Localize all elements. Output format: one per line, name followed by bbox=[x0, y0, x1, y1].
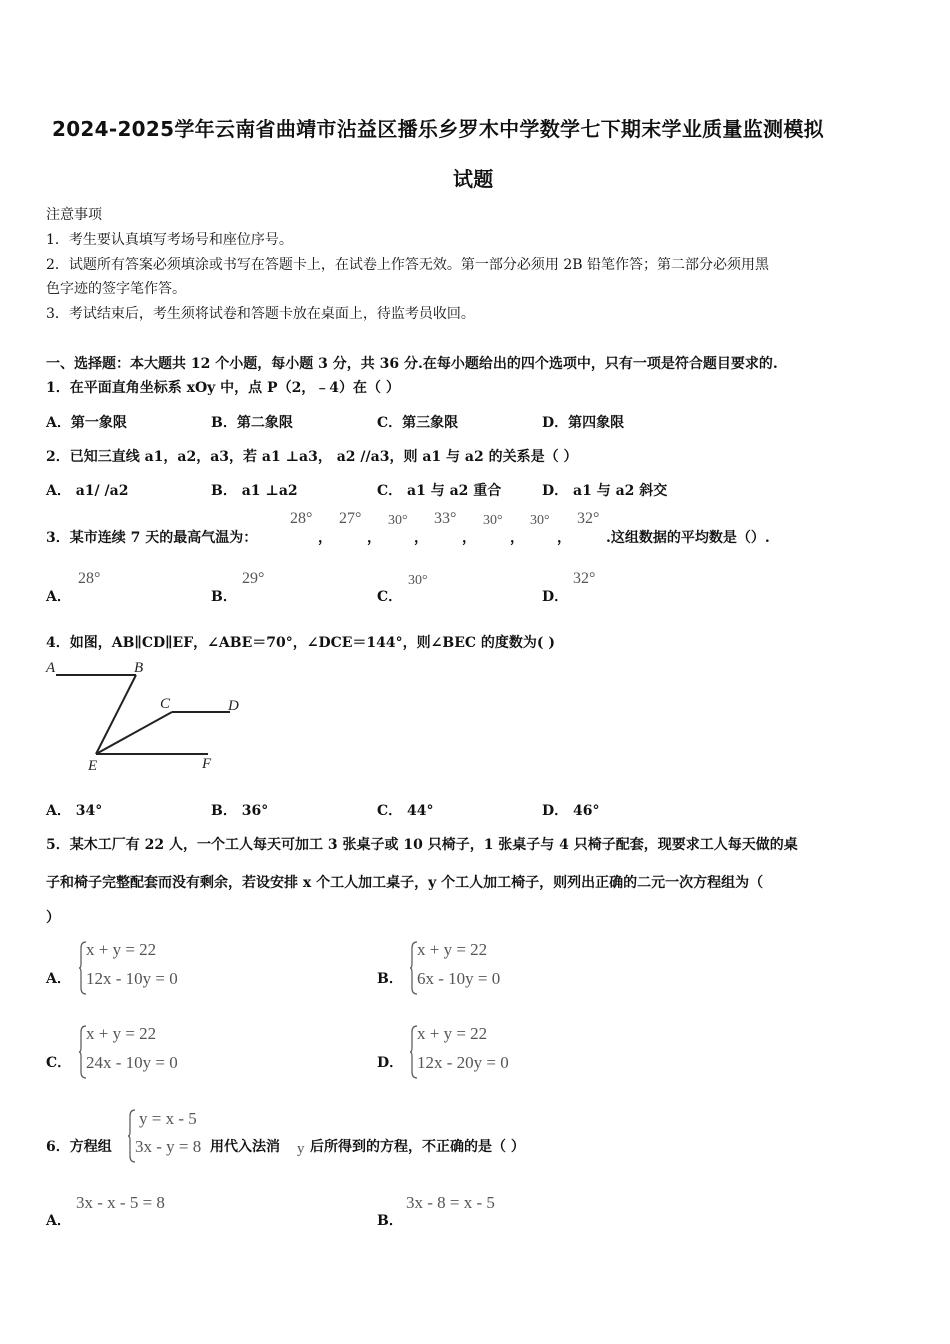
equation: x + y = 22 bbox=[86, 940, 157, 959]
label-a: A bbox=[46, 660, 56, 676]
q5-option-b-system bbox=[409, 940, 559, 996]
q4-figure bbox=[40, 656, 250, 774]
equation: 12x - 20y = 0 bbox=[417, 1053, 509, 1072]
q6-var: y bbox=[297, 1141, 305, 1157]
q3-option-c-label: C． bbox=[377, 589, 403, 605]
q1-stem: 1．在平面直角坐标系 xOy 中，点 P（2，﹣4）在（ ） bbox=[46, 380, 400, 396]
q3-stem-suffix: .这组数据的平均数是（）. bbox=[606, 530, 770, 546]
equation: x + y = 22 bbox=[417, 940, 488, 959]
q2-option-d: D． a1 与 a2 斜交 bbox=[542, 483, 668, 499]
label-d: D bbox=[228, 698, 239, 714]
q1-option-c: C．第三象限 bbox=[377, 415, 459, 431]
q3-option-b-value: 29° bbox=[242, 570, 265, 587]
notice-item: 1．考生要认真填写考场号和座位序号。 bbox=[46, 232, 293, 248]
q2-option-a: A． a1/ /a2 bbox=[46, 483, 129, 499]
q4-figure-lines bbox=[56, 675, 230, 754]
q3-option-a-value: 28° bbox=[78, 570, 101, 587]
page-title-line1: 2024-2025学年云南省曲靖市沾益区播乐乡罗木中学数学七下期末学业质量监测模拟 bbox=[52, 117, 824, 141]
q3-temp: 33° bbox=[434, 510, 457, 527]
q4-option-a: A． 34° bbox=[46, 803, 103, 819]
q5-option-a-system bbox=[78, 940, 228, 996]
q5-option-d-system bbox=[409, 1024, 559, 1080]
q3-sep: ， bbox=[367, 530, 381, 546]
q6-suffix: 后所得到的方程，不正确的是（ ） bbox=[310, 1139, 525, 1155]
q2-stem: 2．已知三直线 a1，a2，a3，若 a1 ⊥a3， a2 //a3，则 a1 与 a2 的关系是（ ） bbox=[46, 449, 578, 465]
notice-item: 2．试题所有答案必须填涂或书写在答题卡上，在试卷上作答无效。第一部分必须用 2B 铅笔作答；第二部分必须用黑 bbox=[46, 257, 769, 273]
equation: y = x - 5 bbox=[139, 1109, 197, 1128]
q1-option-b: B．第二象限 bbox=[211, 415, 293, 431]
q5-option-a-label: A． bbox=[46, 971, 71, 987]
q4-option-c: C． 44° bbox=[377, 803, 434, 819]
q3-temp: 28° bbox=[290, 510, 313, 527]
label-f: F bbox=[202, 756, 212, 772]
q1-option-d: D．第四象限 bbox=[542, 415, 625, 431]
q5-option-c-system bbox=[78, 1024, 228, 1080]
q3-temp: 30° bbox=[530, 513, 550, 528]
q2-option-b: B． a1 ⊥a2 bbox=[211, 483, 298, 499]
q3-option-d-value: 32° bbox=[573, 570, 596, 587]
q3-sep: ， bbox=[414, 530, 428, 546]
q3-sep: ， bbox=[462, 530, 476, 546]
q6-prefix: 6．方程组 bbox=[46, 1139, 112, 1155]
q3-option-d-label: D． bbox=[542, 589, 569, 605]
q3-temp: 32° bbox=[577, 510, 600, 527]
q5-stem-line1: 5．某木工厂有 22 人，一个工人每天可加工 3 张桌子或 10 只椅子，1 张桌子与 4 只椅子配套，现要求工人每天做的桌 bbox=[46, 837, 798, 853]
notice-heading: 注意事项 bbox=[46, 207, 102, 223]
label-b: B bbox=[134, 660, 144, 676]
q3-sep: ， bbox=[510, 530, 524, 546]
section-heading: 一、选择题：本大题共 12 个小题，每小题 3 分，共 36 分.在每小题给出的四个选项中，只有一项是符合题目要求的. bbox=[46, 356, 778, 372]
q4-option-d: D． 46° bbox=[542, 803, 600, 819]
q6-option-a-expr: 3x - x - 5 = 8 bbox=[76, 1193, 165, 1212]
q3-temp: 30° bbox=[483, 513, 503, 528]
q3-sep: ， bbox=[557, 530, 571, 546]
q2-option-c: C． a1 与 a2 重合 bbox=[377, 483, 502, 499]
q4-option-b: B． 36° bbox=[211, 803, 269, 819]
q3-option-c-value: 30° bbox=[408, 573, 428, 588]
q3-option-b-label: B． bbox=[211, 589, 237, 605]
q4-stem: 4．如图，AB∥CD∥EF，∠ABE＝70°，∠DCE＝144°，则∠BEC 的度数为( ) bbox=[46, 635, 556, 651]
equation: x + y = 22 bbox=[417, 1024, 488, 1043]
equation: 6x - 10y = 0 bbox=[417, 969, 501, 988]
q3-stem-prefix: 3．某市连续 7 天的最高气温为： bbox=[46, 530, 258, 546]
q6-option-b-label: B． bbox=[377, 1213, 403, 1229]
q5-stem-line3: ） bbox=[46, 910, 60, 926]
q5-option-c-label: C． bbox=[46, 1055, 72, 1071]
q6-middle: 用代入法消 bbox=[210, 1139, 280, 1155]
equation: x + y = 22 bbox=[86, 1024, 157, 1043]
notice-item: 3．考试结束后，考生须将试卷和答题卡放在桌面上，待监考员收回。 bbox=[46, 306, 475, 322]
q6-option-b-expr: 3x - 8 = x - 5 bbox=[406, 1193, 495, 1212]
q6-system bbox=[127, 1108, 217, 1164]
q5-option-d-label: D． bbox=[377, 1055, 404, 1071]
equation: 24x - 10y = 0 bbox=[86, 1053, 178, 1072]
notice-item: 色字迹的签字笔作答。 bbox=[46, 281, 186, 297]
q3-option-a-label: A． bbox=[46, 589, 71, 605]
page-title-line2: 试题 bbox=[453, 167, 494, 191]
q6-option-a-label: A． bbox=[46, 1213, 71, 1229]
q3-temp: 27° bbox=[339, 510, 362, 527]
equation: 12x - 10y = 0 bbox=[86, 969, 178, 988]
q3-sep: ， bbox=[318, 530, 332, 546]
q5-stem-line2: 子和椅子完整配套而没有剩余，若设安排 x 个工人加工桌子，y 个工人加工椅子，则列出正确的二元一次方程组为（ bbox=[46, 875, 764, 891]
label-c: C bbox=[160, 696, 171, 712]
q5-option-b-label: B． bbox=[377, 971, 403, 987]
q1-option-a: A．第一象限 bbox=[46, 415, 127, 431]
equation: 3x - y = 8 bbox=[135, 1137, 202, 1156]
q3-temp: 30° bbox=[388, 513, 408, 528]
label-e: E bbox=[88, 758, 98, 774]
